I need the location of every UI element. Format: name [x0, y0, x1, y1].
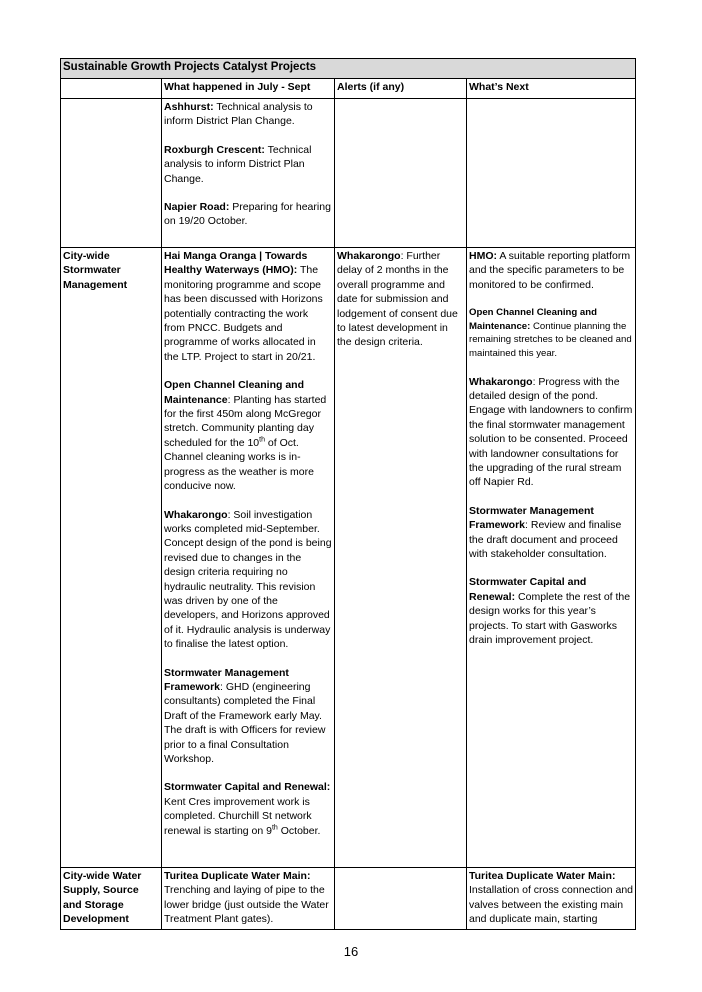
what-happened-cell	[162, 868, 335, 930]
alerts-cell	[335, 248, 467, 868]
next-item: Stormwater Management Framework: Review and finalise the draft document and proceed with stakeholder consultation.	[469, 504, 622, 561]
what-happened-cell	[162, 248, 335, 868]
update-item: Open Channel Cleaning and Maintenance: Planting has started for the first 450m along McGregor stretch. Community planting day scheduled for the 10th of Oct. Channel cleaning works is in-progress as the weather is more conducive now.	[164, 379, 327, 493]
header-what-happened: What happened in July - Sept	[162, 79, 335, 99]
next-item: Open Channel Cleaning and Maintenance: Continue planning the remaining stretches to be cleaned and maintained this year.	[469, 307, 632, 359]
what-happened-cell	[162, 99, 335, 248]
table-row	[61, 248, 636, 868]
update-item: Whakarongo: Soil investigation works completed mid-September. Concept design of the pond is being revised due to changes in the design criteria requiring no hydraulic neutrality. This revision was driven by one of the developers, and Horizons approved of it. Hydraulic analysis is underway to finalise the latest option.	[164, 508, 332, 651]
update-item: Stormwater Management Framework: GHD (engineering consultants) completed the Final Draft of the Framework early May. The draft is with Officers for review prior to a final Consultation Workshop.	[164, 666, 326, 765]
table-row	[61, 868, 636, 930]
update-item: Turitea Duplicate Water Main: Trenching and laying of pipe to the lower bridge (just outside the Water Treatment Plant gates).	[164, 870, 329, 926]
alerts-cell	[335, 99, 467, 248]
header-row	[61, 79, 636, 99]
whats-next-cell	[467, 248, 636, 868]
project-name	[61, 99, 162, 248]
header-whats-next: What’s Next	[467, 79, 636, 99]
next-item: Stormwater Capital and Renewal: Complete the rest of the design works for this year’s projects. To start with Gasworks drain improvement project.	[469, 576, 631, 647]
next-item: Whakarongo: Progress with the detailed design of the pond. Engage with landowners to confirm the final stormwater management solution to be consented. Proceed with landowner consultations for the upgrading of the rural stream off Napier Rd.	[469, 375, 633, 489]
update-item: Hai Manga Oranga | Towards Healthy Waterways (HMO): The monitoring programme and scope has been discussed with Horizons potentially contracting the work from PNCC. Budgets and programme of works allocated in the LTP. Project to start in 20/21.	[164, 250, 323, 363]
header-project	[61, 79, 162, 99]
page-number: 16	[343, 944, 359, 959]
alert-item: Whakarongo: Further delay of 2 months in the overall programme and date for submission and lodgement of consent due to latest development in the design criteria.	[337, 250, 458, 349]
table-row	[61, 99, 636, 248]
table-title: Sustainable Growth Projects Catalyst Projects	[61, 59, 636, 79]
update-item: Roxburgh Crescent: Technical analysis to inform District Plan Change.	[164, 143, 312, 185]
project-name: City-wide Stormwater Management	[61, 248, 162, 868]
update-item: Stormwater Capital and Renewal: Kent Cres improvement work is completed. Churchill St network renewal is starting on 9th October.	[164, 781, 331, 837]
header-alerts: Alerts (if any)	[335, 79, 467, 99]
project-name: City-wide Water Supply, Source and Storage Development	[61, 868, 162, 930]
next-item: Turitea Duplicate Water Main: Installation of cross connection and valves between the existing main and duplicate main, starting	[469, 870, 634, 926]
update-item: Ashhurst: Technical analysis to inform District Plan Change.	[164, 101, 313, 128]
whats-next-cell	[467, 868, 636, 930]
next-item: HMO: A suitable reporting platform and the specific parameters to be monitored to be confirmed.	[469, 250, 631, 291]
whats-next-cell	[467, 99, 636, 248]
alerts-cell	[335, 868, 467, 930]
update-item: Napier Road: Preparing for hearing on 19/20 October.	[164, 201, 331, 228]
catalyst-projects-table	[60, 58, 636, 930]
